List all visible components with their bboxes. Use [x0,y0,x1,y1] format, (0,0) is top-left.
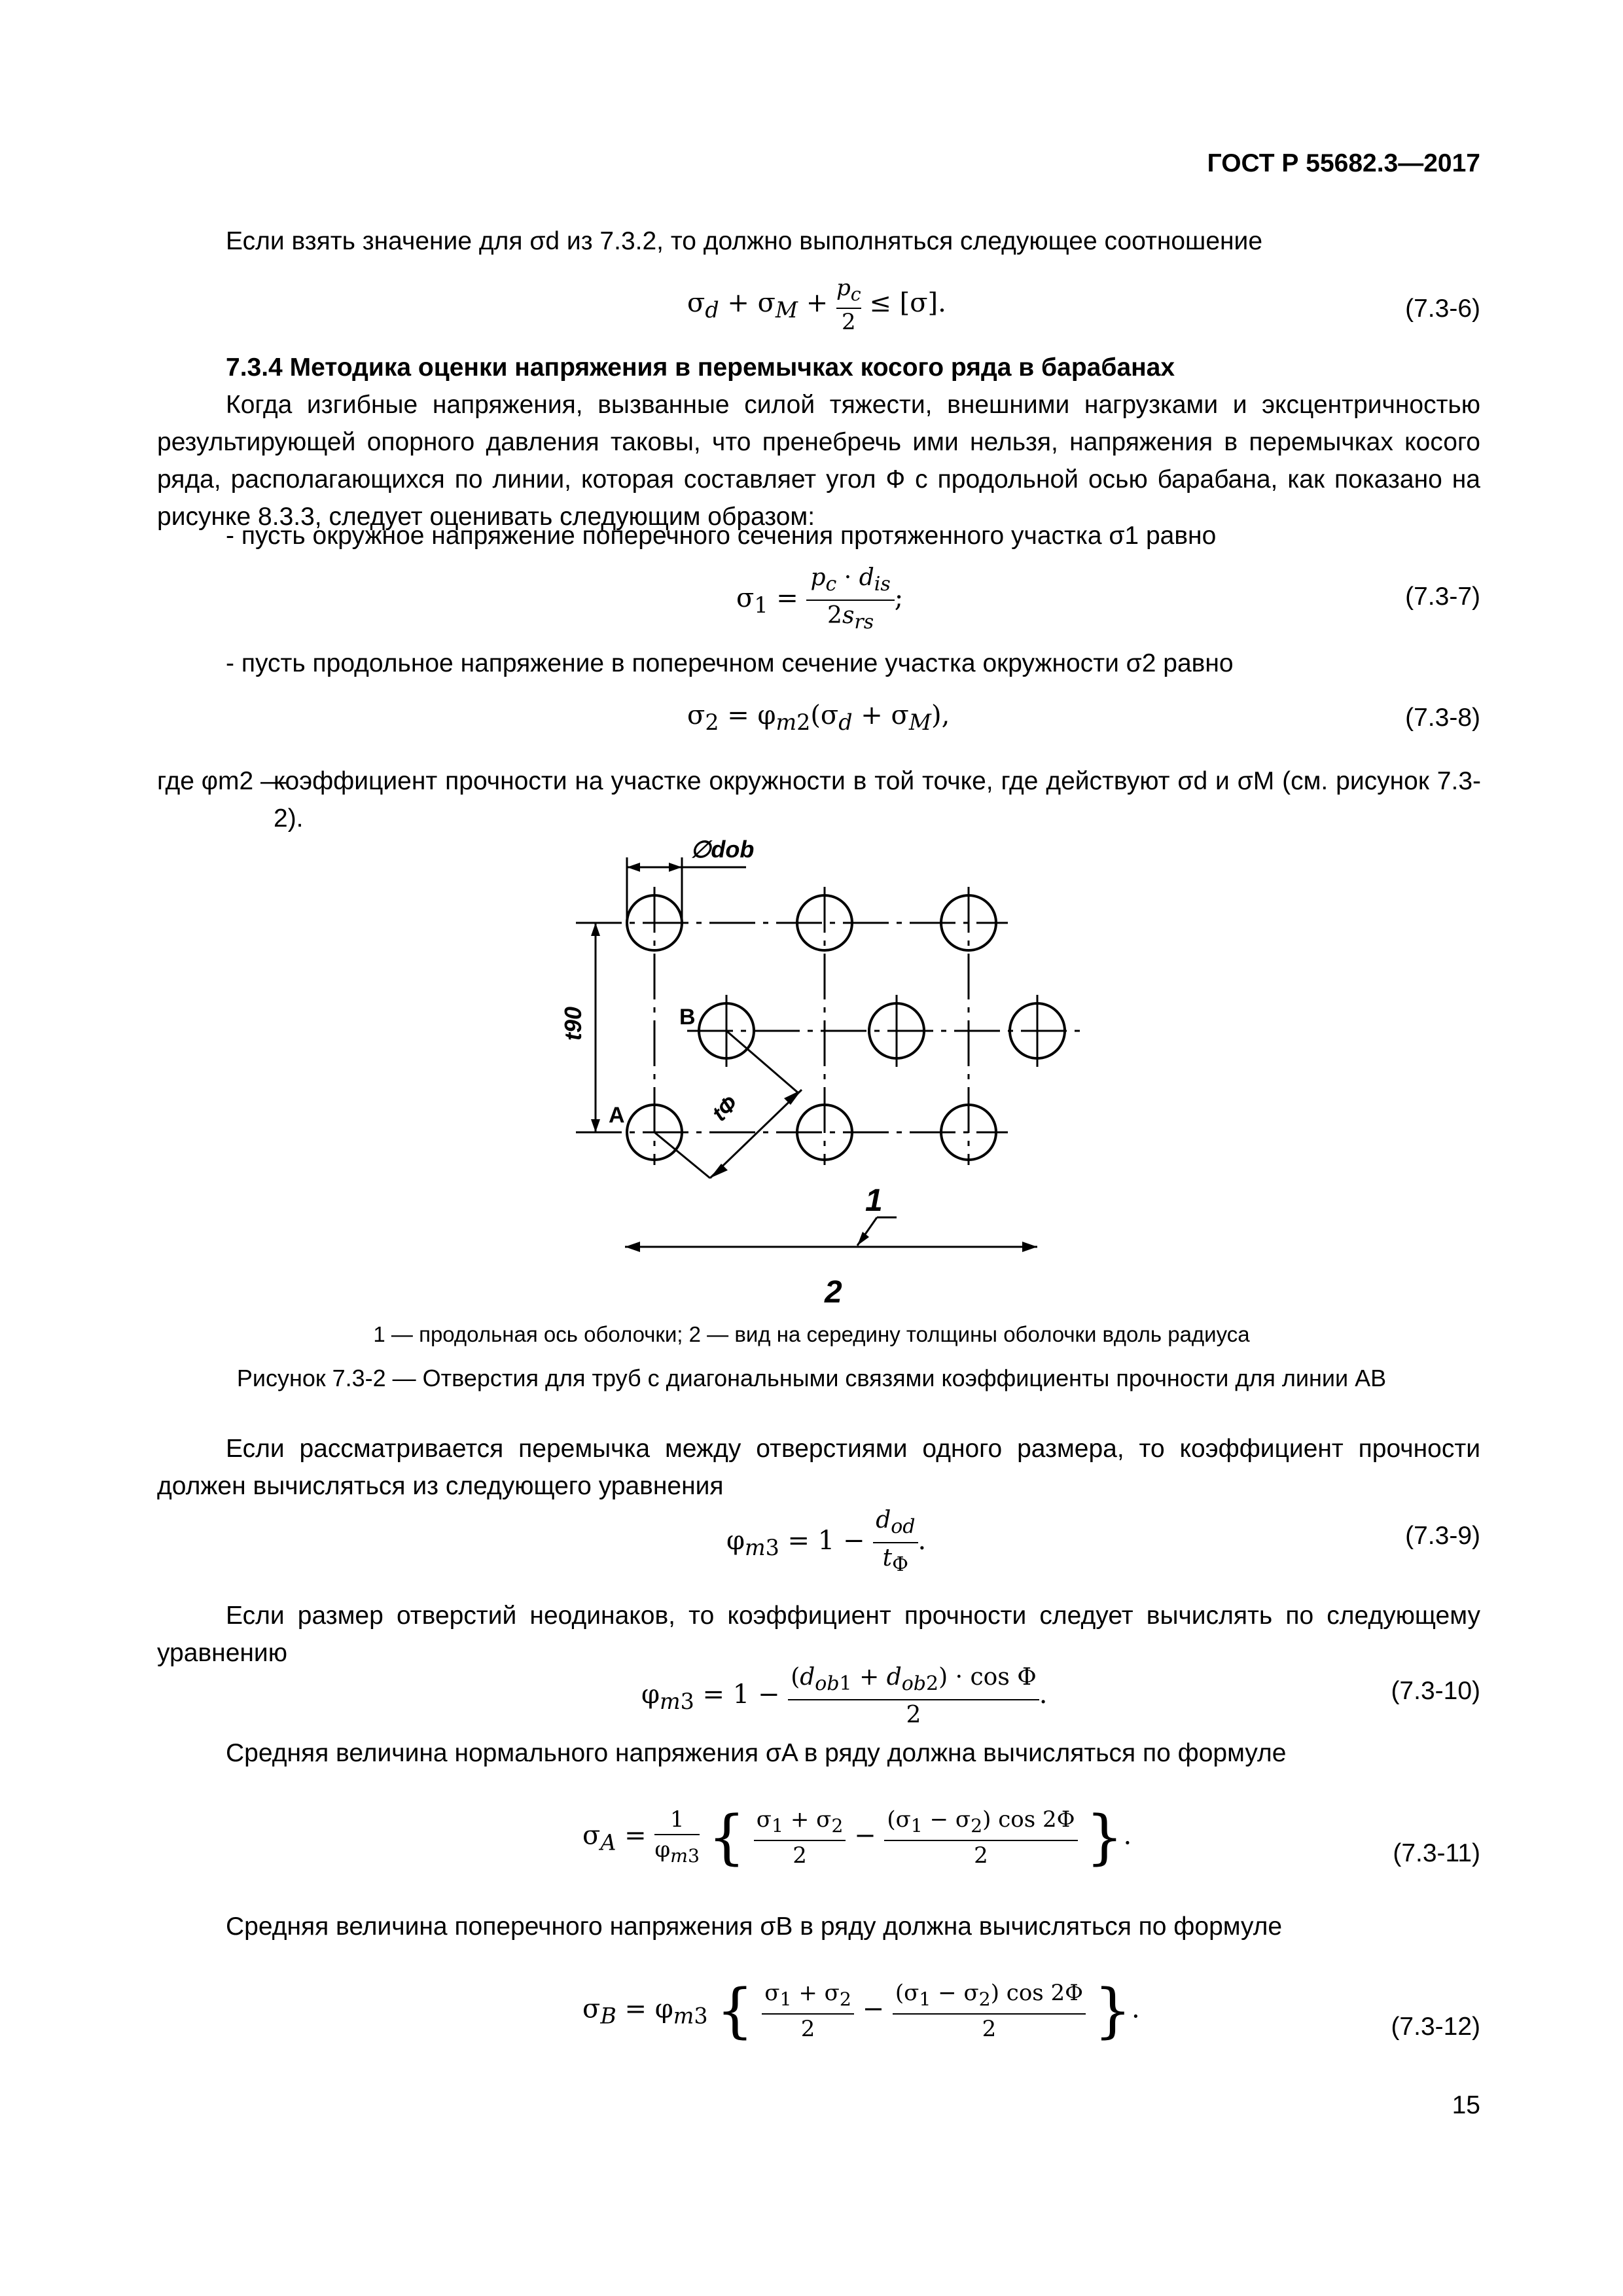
equation-7-3-7: $\sigma_1$ = $p_c \cdot d_{is}$ $2s_{rs}$ ; [736,564,904,634]
point-a-label: A [609,1103,625,1128]
figure-legend: 1 — продольная ось оболочки; 2 — вид на середину толщины оболочки вдоль радиуса [373,1322,1250,1346]
intro-line: Если взять значение для σd из 7.3.2, то должно выполняться следующее соотношение [226,227,1263,255]
list-item-sigma2: - пусть продольное напряжение в поперечном сечение участка окружности σ2 равно [226,649,1234,677]
paragraph-equal-holes: Если рассматривается перемычка между отверстиями одного размера, то коэффициент прочности должен вычисляться из следующего уравнения [157,1435,1480,1500]
section-title: 7.3.4 Методика оценки напряжения в перемычках косого ряда в барабанах [226,353,1175,382]
eq-number-7-3-10: (7.3-10) [1391,1677,1480,1705]
list-item-sigma1: - пусть окружное напряжение поперечного сечения протяженного участка σ1 равно [226,522,1217,550]
eq-number-7-3-12: (7.3-12) [1391,2013,1480,2041]
equation-7-3-11: $\sigma_A$ = $\frac{1}{\varphi_{m3}}$ { $\frac{\sigma_1 + \sigma_2}{2}$ − $\frac{(\sigma_1 - \sigma_2) \cos 2\Phi}{2}$ }. [582,1803,1132,1872]
where-definition: коэффициент прочности на участке окружности в той точке, где действуют σd и σM (см. рисунок 7.3-2). [274,767,1481,833]
callout-2-label: 2 [825,1275,842,1309]
eq-number-7-3-7: (7.3-7) [1405,583,1480,611]
standard-header: ГОСТ Р 55682.3—2017 [1207,149,1480,177]
section-paragraph: Когда изгибные напряжения, вызванные силой тяжести, внешними нагрузками и эксцентричностью результирующей опорного давления таковы, что пренебречь ими нельзя, напряжения в перемычках косого ряда, располагающихся по линии, которая составляет угол Ф с продольной осью барабана, как показано на рисунке 8.3.3, следует оценивать следующим образом: [157,391,1480,531]
point-b-label: B [679,1005,696,1030]
t90-label: t90 [560,1006,586,1041]
figure-caption: Рисунок 7.3-2 — Отверстия для труб с диагональными связями коэффициенты прочности для линии АВ [236,1365,1387,1391]
diameter-label: ∅dob [690,836,755,863]
equation-7-3-8: $\sigma_2 = \varphi_{m2}(\sigma_d + \sigma_M)$, [687,700,950,735]
callout-1-label: 1 [865,1183,883,1218]
eq-number-7-3-6: (7.3-6) [1405,295,1480,323]
paragraph-unequal-holes: Если размер отверстий неодинаков, то коэффициент прочности следует вычислять по следующему уравнению [157,1602,1480,1667]
eq-number-7-3-9: (7.3-9) [1405,1522,1480,1550]
equation-7-3-10: $\varphi_{m3} = 1$ − $(d_{ob1} + d_{ob2}) \cdot \cos \Phi$ 2 . [641,1664,1048,1729]
equation-7-3-6: $\sigma_d + \sigma_M$ + $\frac{p_c}{2}$ ≤ [σ]. [687,275,946,335]
tphi-label: tФ [707,1091,743,1126]
eq-number-7-3-11: (7.3-11) [1393,1839,1480,1867]
paragraph-sigma-a: Средняя величина нормального напряжения σA в ряду должна вычисляться по формуле [226,1739,1287,1767]
paragraph-sigma-b: Средняя величина поперечного напряжения σB в ряду должна вычисляться по формуле [226,1912,1283,1941]
equation-7-3-12: $\sigma_B = \varphi_{m3}$ { $\frac{\sigma_1 + \sigma_2}{2}$ − $\frac{(\sigma_1 - \sigma_2) \cos 2\Phi}{2}$ }. [582,1977,1140,2045]
page-number: 15 [1452,2091,1480,2119]
eq-number-7-3-8: (7.3-8) [1405,704,1480,732]
where-term: где φm2 — [157,767,287,795]
figure-tube-holes [550,831,1086,1309]
equation-7-3-9: $\varphi_{m3} = 1$ − $d_{od}$ $t_Ф$ . [726,1507,927,1577]
